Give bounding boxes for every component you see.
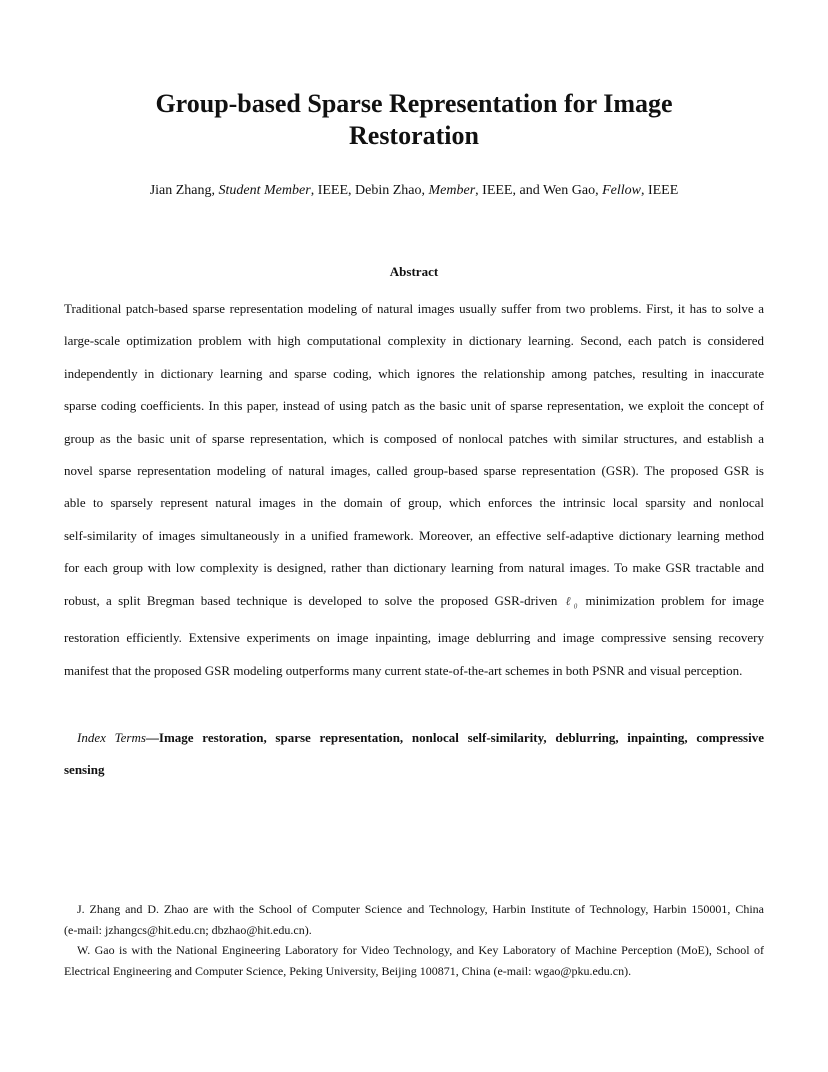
footnote-2-cont: Electrical Engineering and Computer Science, Peking University, Beijing 100871, China (e-mail: wgao@pku.edu.cn). — [64, 963, 632, 978]
abstract-heading: Abstract — [389, 264, 439, 279]
author-2-role: Member — [428, 183, 476, 198]
author-3-org: , IEEE — [640, 183, 679, 198]
abstract-text-segment: robust, a split Bregman based technique is developed to solve the proposed GSR-driven — [64, 592, 558, 608]
author-2-name: , Debin Zhao, — [348, 183, 429, 198]
title-line-2: Restoration — [349, 121, 479, 150]
l0-norm-symbol — [564, 593, 580, 611]
index-terms-label: Index Terms — [77, 730, 146, 745]
index-terms-line: sensing — [64, 762, 105, 777]
abstract-line: Traditional patch-based sparse representation modeling of natural images usually suffer from two problems. First, it has to solve a — [64, 301, 764, 316]
author-2-org: , IEEE — [475, 183, 513, 198]
abstract-line: able to sparsely represent natural images in the domain of group, which enforces the intrinsic local sparsity and nonlocal — [64, 495, 764, 511]
author-1-role: Student Member — [218, 183, 311, 198]
abstract-line: group as the basic unit of sparse representation, which is composed of nonlocal patches with similar structures, and establish a — [64, 430, 764, 446]
abstract-text-segment: minimization problem for image — [585, 592, 765, 608]
abstract-line: self-similarity of images simultaneously in a unified framework. Moreover, an effective self-adaptive dictionary learning method — [64, 527, 764, 543]
l0-symbol-letter: ℓ — [565, 593, 574, 608]
abstract-body — [64, 293, 764, 687]
author-1-name: Jian Zhang, — [149, 183, 219, 198]
abstract-line: sparse coding coefficients. In this paper, instead of using patch as the basic unit of sparse representation, we exploit the concept of — [64, 398, 764, 414]
abstract-line: for each group with low complexity is designed, rather than dictionary learning from natural images. To make GSR tractable and — [64, 560, 764, 576]
author-1-org: , IEEE — [310, 183, 349, 198]
index-terms-dash: — — [145, 730, 159, 745]
index-terms-text: Image restoration, sparse representation, nonlocal self-similarity, deblurring, inpainting, compressive — [158, 730, 764, 745]
abstract-line: restoration efficiently. Extensive experiments on image inpainting, image deblurring and image compressive sensing recovery — [64, 630, 764, 646]
abstract-line: novel sparse representation modeling of natural images, called group-based sparse representation (GSR). The proposed GSR is — [64, 463, 764, 479]
author-list — [64, 181, 764, 201]
paper-title — [64, 88, 764, 152]
author-3-role: Fellow — [602, 183, 641, 198]
footnote-2: W. Gao is with the National Engineering Laboratory for Video Technology, and Key Laboratory of Machine Perception (MoE), School of — [77, 943, 764, 957]
index-terms — [64, 722, 764, 786]
abstract-line: large-scale optimization problem with high computational complexity in dictionary learning. Second, each patch is considered — [64, 333, 764, 349]
author-footnotes — [64, 899, 764, 981]
footnote-1-cont: (e-mail: jzhangcs@hit.edu.cn; dbzhao@hit.edu.cn). — [64, 922, 312, 937]
title-line-1: Group-based Sparse Representation for Image — [155, 89, 673, 118]
l0-symbol-subscript: 0 — [573, 602, 578, 611]
author-3-name: , and Wen Gao, — [512, 183, 603, 198]
index-terms-line — [64, 722, 764, 754]
abstract-line-with-math — [64, 585, 764, 623]
abstract-line: independently in dictionary learning and sparse coding, which ignores the relationship among patches, resulting in inaccurate — [64, 365, 764, 381]
footnote-1: J. Zhang and D. Zhao are with the School of Computer Science and Technology, Harbin Institute of Technology, Harbin 150001, China — [77, 902, 764, 916]
abstract-line: manifest that the proposed GSR modeling outperforms many current state-of-the-art schemes in both PSNR and visual perception. — [64, 662, 743, 678]
